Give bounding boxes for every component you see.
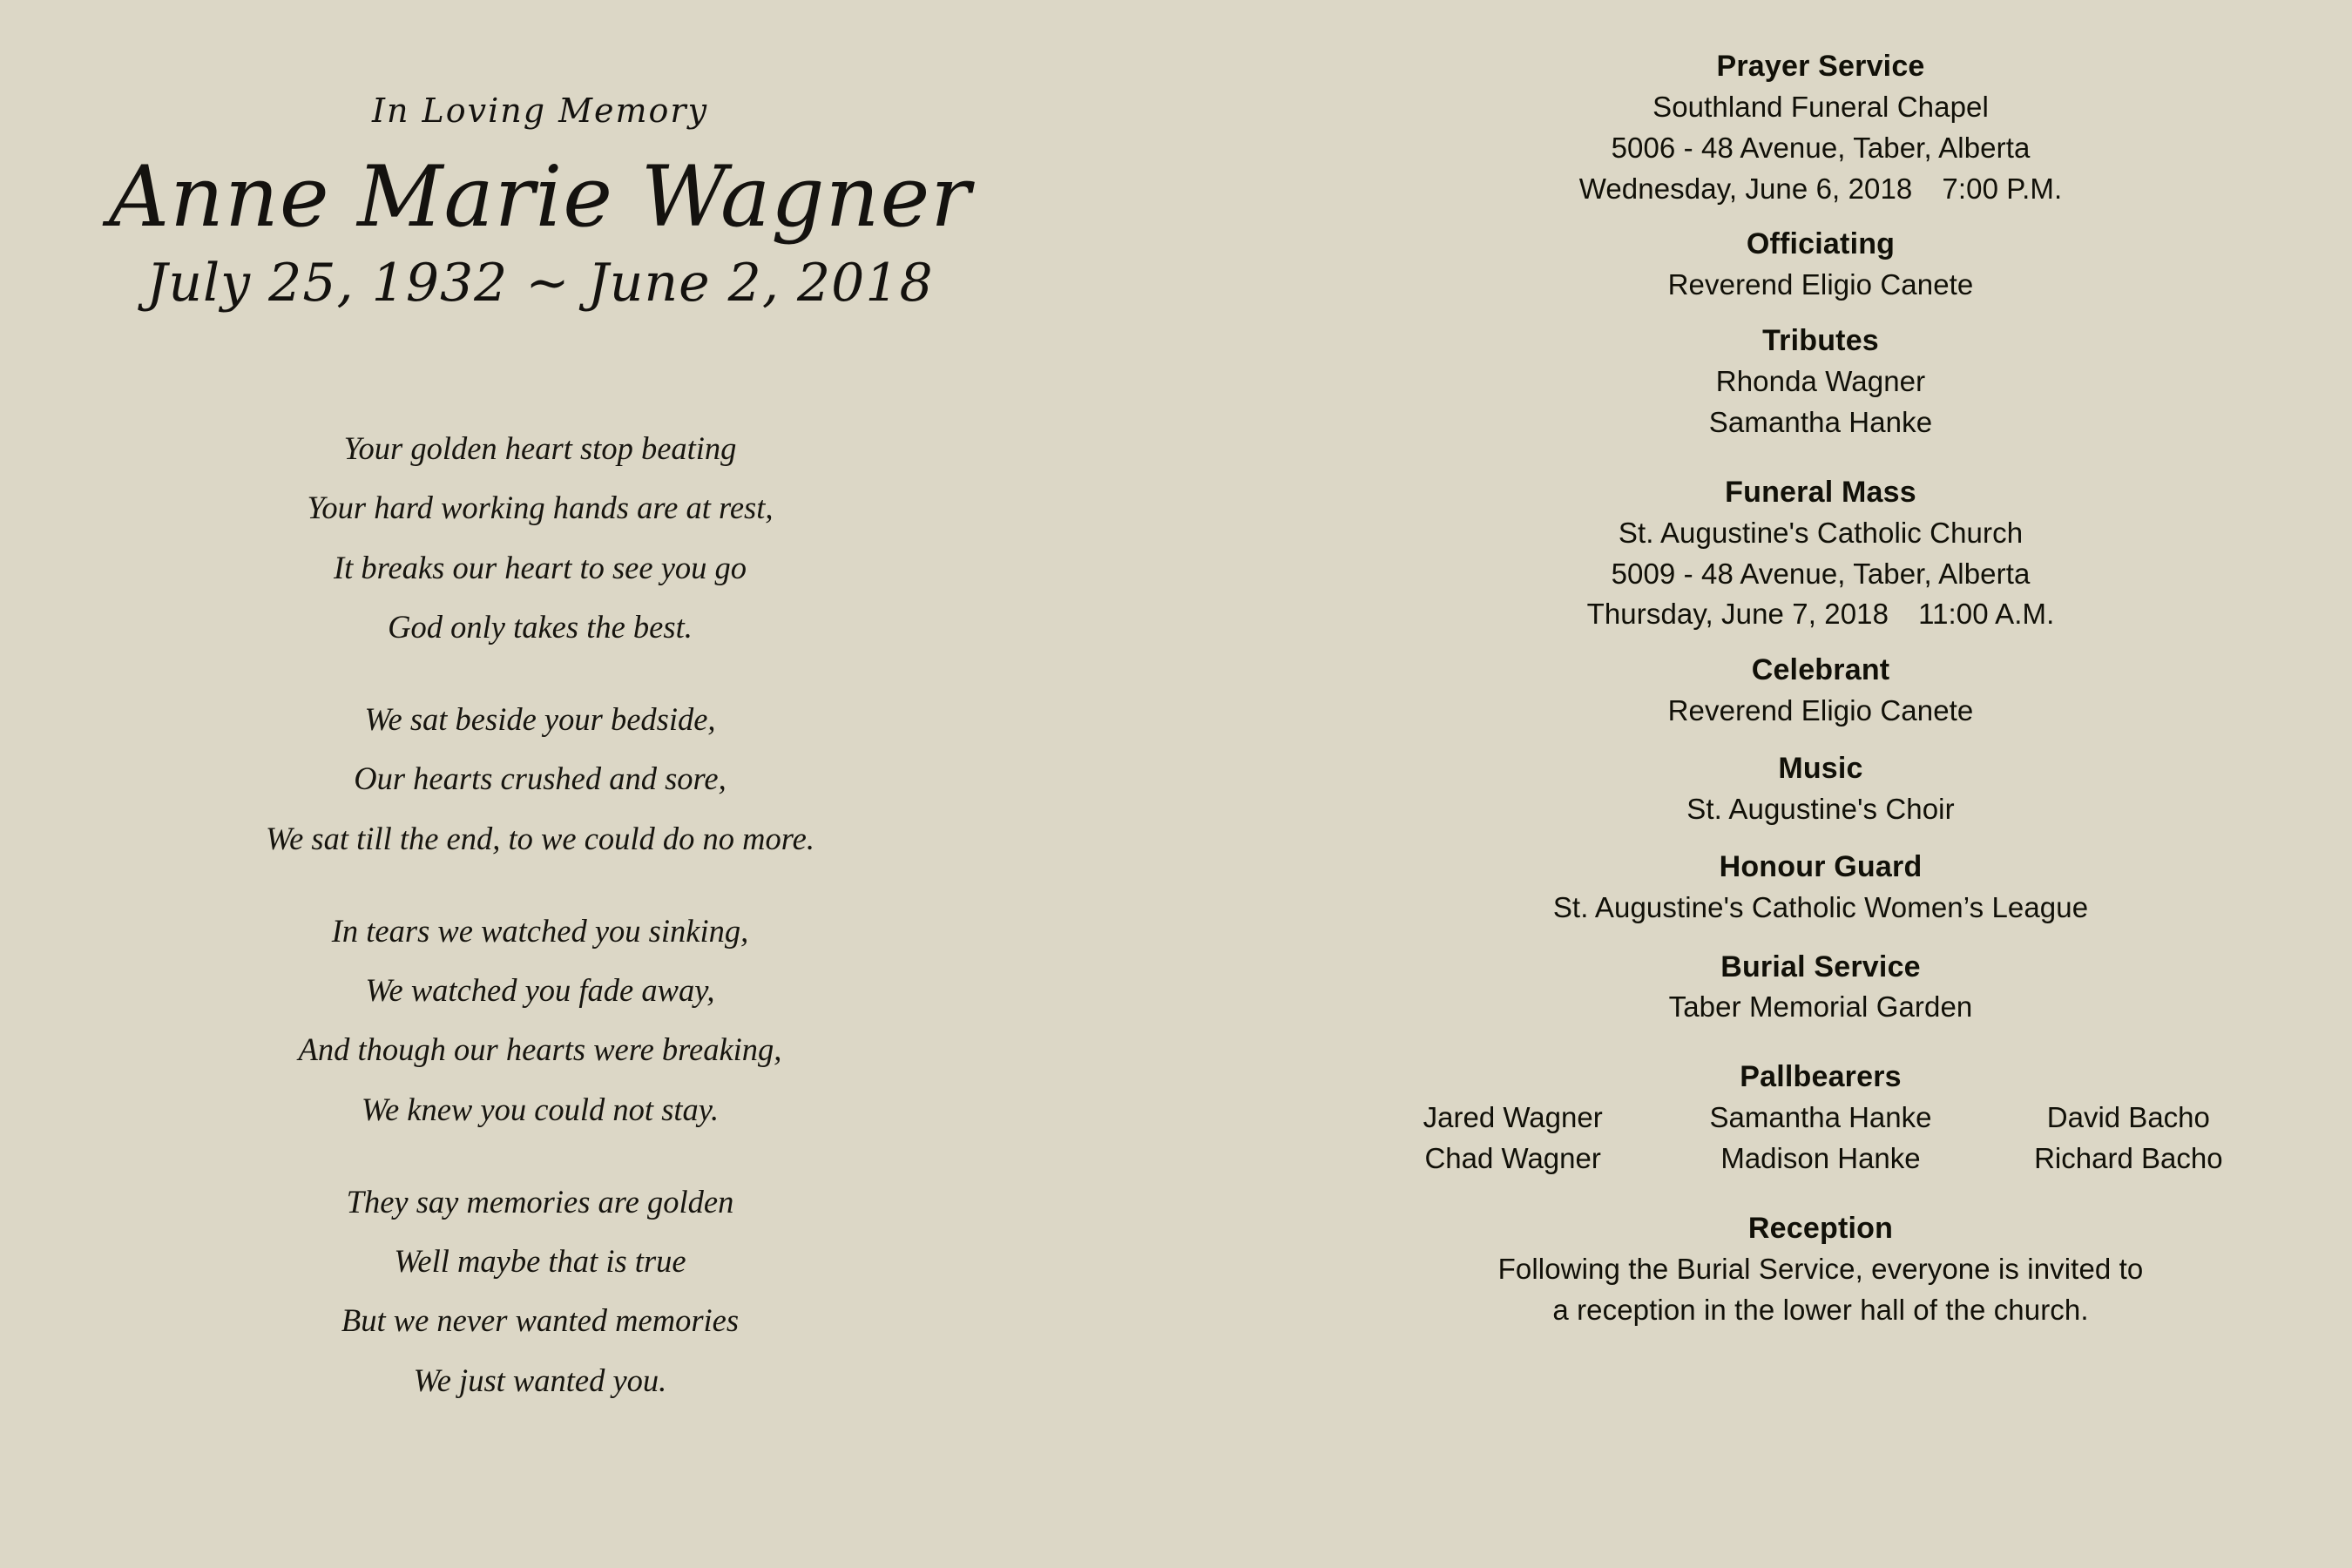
memory-header	[26, 0, 1054, 316]
section-celebrant	[1289, 651, 2352, 732]
pallbearers-heading: Pallbearers	[1740, 1060, 1902, 1094]
music-heading: Music	[1778, 752, 1863, 786]
pallbearer-name: Richard Bacho	[2034, 1142, 2223, 1175]
right-panel	[1289, 0, 2352, 1568]
poem-line: We sat beside your bedside,	[364, 701, 716, 737]
deceased-dates: July 25, 1932 ~ June 2, 2018	[146, 253, 934, 314]
prayer-service-address: 5006 - 48 Avenue, Taber, Alberta	[1611, 131, 2031, 164]
poem-line: God only takes the best.	[388, 608, 693, 645]
poem-line: It breaks our heart to see you go	[333, 549, 747, 585]
pallbearer-name: Madison Hanke	[1720, 1142, 1921, 1175]
funeral-mass-address: 5009 - 48 Avenue, Taber, Alberta	[1611, 557, 2031, 590]
reception-heading: Reception	[1747, 1211, 1894, 1245]
section-tributes	[1289, 321, 2352, 443]
deceased-name: Anne Marie Wagner	[108, 148, 972, 246]
funeral-mass-date: Thursday, June 7, 2018	[1586, 598, 1889, 631]
poem-line: We watched you fade away,	[365, 972, 715, 1008]
prayer-service-time: 7:00 P.M.	[1942, 172, 2063, 205]
poem-line: Well maybe that is true	[394, 1243, 686, 1279]
section-pallbearers	[1289, 1058, 2352, 1179]
prayer-service-date: Wednesday, June 6, 2018	[1578, 172, 1913, 205]
section-officiating	[1289, 225, 2352, 306]
celebrant-heading: Celebrant	[1751, 653, 1890, 687]
funeral-mass-time: 11:00 A.M.	[1918, 598, 2055, 631]
poem-stanza	[26, 1173, 1054, 1410]
officiating-heading: Officiating	[1746, 227, 1896, 261]
prayer-service-heading: Prayer Service	[1716, 50, 1925, 83]
poem-line: And though our hearts were breaking,	[298, 1031, 782, 1068]
honour-guard-name: St. Augustine's Catholic Women’s League	[1552, 890, 2089, 923]
pallbearer-name: Chad Wagner	[1424, 1142, 1601, 1175]
in-loving-memory-label: In Loving Memory	[371, 91, 709, 130]
burial-service-heading: Burial Service	[1720, 950, 1921, 983]
tributes-heading: Tributes	[1762, 324, 1879, 358]
reception-line-1: Following the Burial Service, everyone is invited to	[1497, 1252, 2144, 1285]
poem-line: They say memories are golden	[346, 1183, 734, 1220]
pallbearer-name: Samantha Hanke	[1709, 1101, 1932, 1134]
prayer-service-venue: Southland Funeral Chapel	[1652, 90, 1989, 123]
pallbearers-grid	[1359, 1098, 2282, 1179]
poem-stanza	[26, 690, 1054, 868]
poem-line: Your hard working hands are at rest,	[307, 490, 774, 526]
poem-line: We sat till the end, to we could do no more.	[266, 820, 814, 856]
pallbearer-name: Jared Wagner	[1423, 1101, 1603, 1134]
tribute-name: Samantha Hanke	[1708, 405, 1933, 438]
poem-line: We just wanted you.	[413, 1362, 667, 1398]
tribute-name: Rhonda Wagner	[1715, 365, 1926, 398]
reception-line-2: a reception in the lower hall of the church.	[1552, 1293, 2089, 1326]
funeral-mass-venue: St. Augustine's Catholic Church	[1618, 516, 2024, 549]
section-reception	[1289, 1209, 2352, 1331]
honour-guard-heading: Honour Guard	[1719, 849, 1923, 883]
poem-line: Our hearts crushed and sore,	[354, 760, 727, 797]
poem-line: We knew you could not stay.	[361, 1091, 720, 1127]
memorial-poem	[26, 419, 1054, 1410]
section-honour-guard	[1289, 848, 2352, 929]
section-music	[1289, 749, 2352, 830]
funeral-mass-datetime	[1289, 594, 2352, 635]
section-burial-service	[1289, 948, 2352, 1029]
section-funeral-mass	[1289, 473, 2352, 635]
poem-stanza	[26, 902, 1054, 1139]
burial-service-name: Taber Memorial Garden	[1668, 990, 1973, 1024]
poem-line: Your golden heart stop beating	[343, 430, 737, 466]
pallbearer-name: David Bacho	[2046, 1101, 2210, 1134]
section-prayer-service	[1289, 47, 2352, 209]
officiating-name: Reverend Eligio Canete	[1667, 268, 1974, 301]
poem-stanza	[26, 419, 1054, 657]
funeral-mass-heading: Funeral Mass	[1725, 475, 1916, 509]
poem-line: In tears we watched you sinking,	[331, 912, 749, 949]
poem-line: But we never wanted memories	[341, 1302, 740, 1339]
prayer-service-datetime	[1289, 169, 2352, 210]
music-name: St. Augustine's Choir	[1686, 792, 1955, 825]
celebrant-name: Reverend Eligio Canete	[1667, 694, 1974, 727]
